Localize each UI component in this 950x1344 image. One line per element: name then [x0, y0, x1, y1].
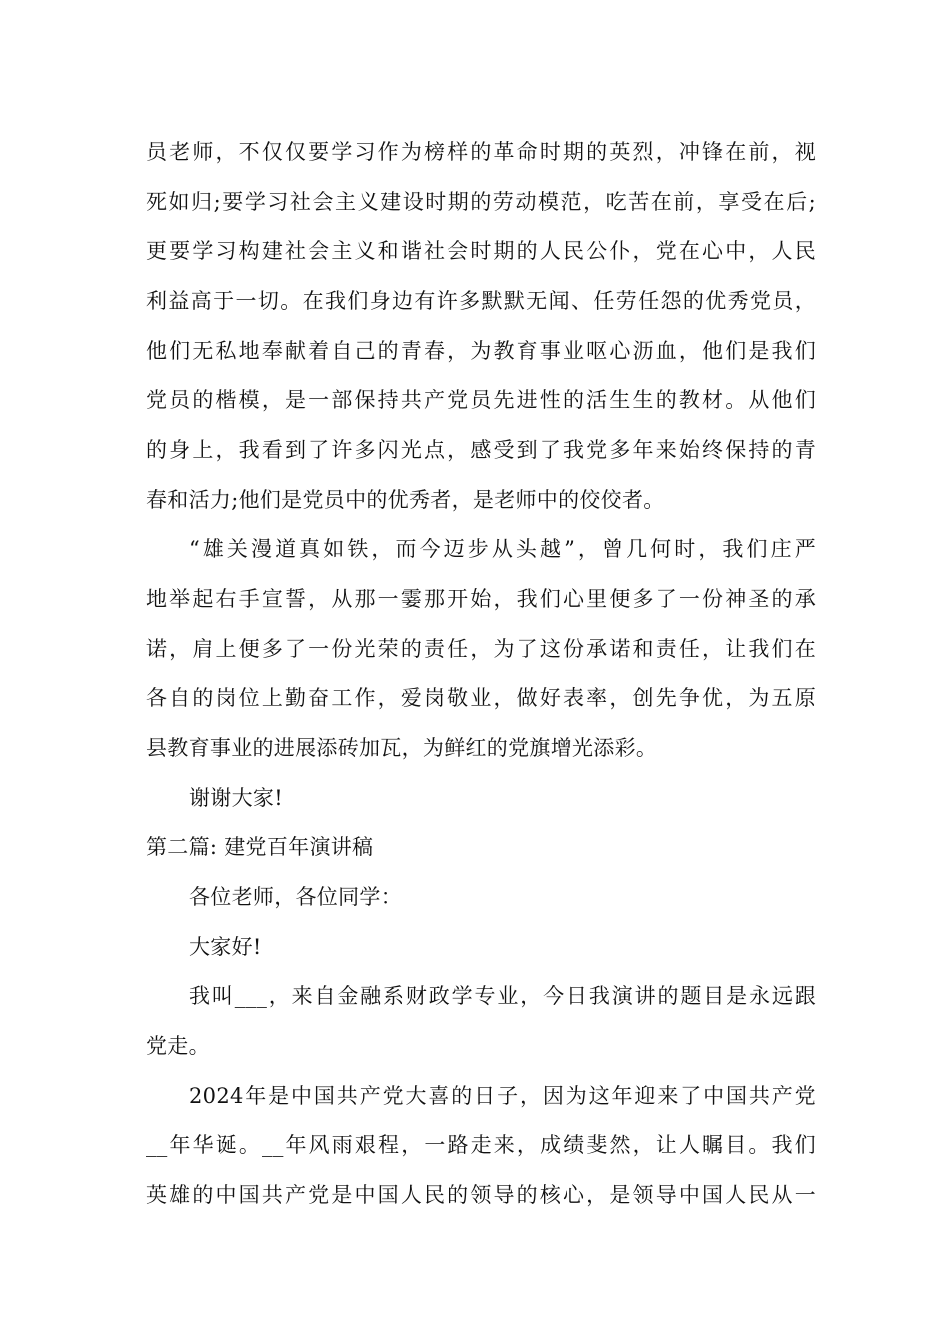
text-line: 英雄的中国共产党是中国人民的领导的核心，是领导中国人民从一: [146, 1183, 816, 1207]
salutation-line: 各位老师，各位同学：: [189, 885, 402, 909]
text-line: 利益高于一切。在我们身边有许多默默无闻、任劳任怨的优秀党员，: [146, 289, 816, 313]
text-line: __年华诞。__年风雨艰程，一路走来，成绩斐然，让人瞩目。我们: [146, 1133, 816, 1157]
text-line: 春和活力;他们是党员中的优秀者，是老师中的佼佼者。: [146, 488, 665, 512]
text-line: 死如归;要学习社会主义建设时期的劳动模范，吃苦在前，享受在后;: [146, 190, 816, 214]
paragraph-start-line: “雄关漫道真如铁，而今迈步从头越”，曾几何时，我们庄严: [189, 537, 816, 561]
paragraph-start-line: 2024年是中国共产党大喜的日子，因为这年迎来了中国共产党: [189, 1084, 816, 1108]
text-line: 员老师，不仅仅要学习作为榜样的革命时期的英烈，冲锋在前，视: [146, 140, 816, 164]
greeting-line: 大家好!: [189, 935, 262, 959]
text-line: 他们无私地奉献着自己的青春，为教育事业呕心沥血，他们是我们: [146, 339, 816, 363]
text-line: 的身上，我看到了许多闪光点，感受到了我党多年来始终保持的青: [146, 438, 816, 462]
closing-line: 谢谢大家!: [189, 786, 283, 810]
text-line: 诺，肩上便多了一份光荣的责任，为了这份承诺和责任，让我们在: [146, 637, 816, 661]
paragraph-start-line: 我叫___，来自金融系财政学专业，今日我演讲的题目是永远跟: [189, 984, 816, 1008]
text-line: 县教育事业的进展添砖加瓦，为鲜红的党旗增光添彩。: [146, 736, 658, 760]
text-line: 地举起右手宣誓，从那一霎那开始，我们心里便多了一份神圣的承: [146, 587, 816, 611]
text-line: 党员的楷模，是一部保持共产党员先进性的活生生的教材。从他们: [146, 388, 816, 412]
section-heading: 第二篇: 建党百年演讲稿: [146, 835, 374, 859]
text-line: 更要学习构建社会主义和谐社会时期的人民公仆，党在心中，人民: [146, 239, 816, 263]
text-line: 各自的岗位上勤奋工作，爱岗敬业，做好表率，创先争优，为五原: [146, 686, 816, 710]
text-line: 党走。: [146, 1034, 210, 1058]
